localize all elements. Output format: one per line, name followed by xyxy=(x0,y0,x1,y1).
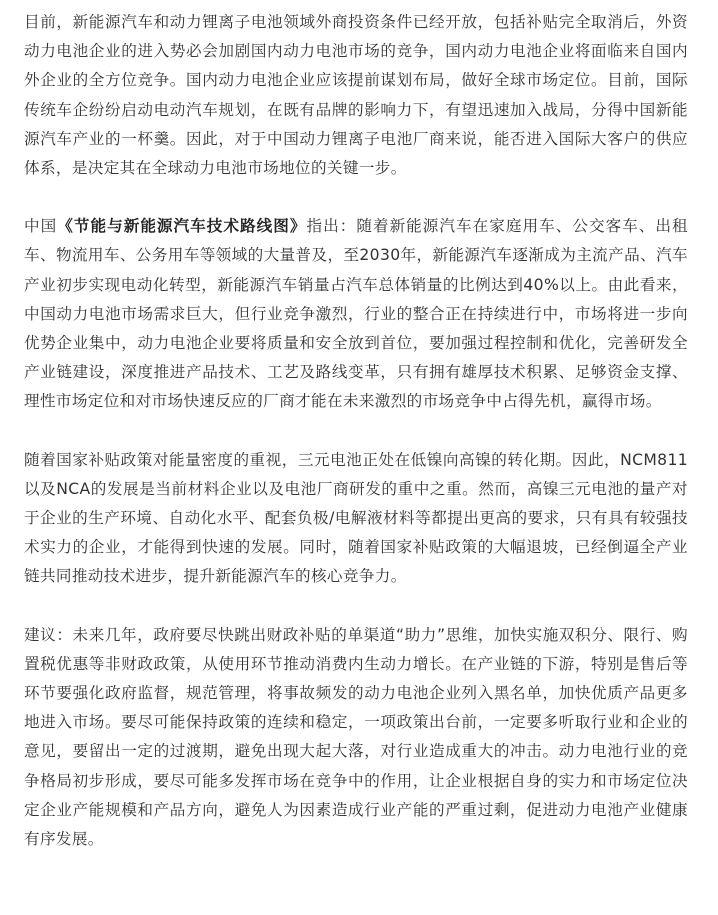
paragraph-prefix: 中国 xyxy=(24,217,58,236)
paragraph-high-nickel: 随着国家补贴政策对能量密度的重视，三元电池正处在低镍向高镍的转化期。因此，NCM811以及NCA的发展是当前材料企业以及电池厂商研发的重中之重。然而，高镍三元电池的量产对于企业的生产环境、自动化水平、配套负极/电解液材料等都提出更高的要求，只有具有较强技术实力的企业，才能得到快速的发展。同时，随着国家补贴政策的大幅退坡，已经倒逼全产业链共同推动技术进步，提升新能源汽车的核心竞争力。 xyxy=(24,450,688,586)
roadmap-title: 《节能与新能源汽车技术路线图》 xyxy=(57,217,307,236)
paragraph-body: 指出：随着新能源汽车在家庭用车、公交客车、出租车、物流用车、公务用车等领域的大量普及，至2030年，新能源汽车逐渐成为主流产品、汽车产业初步实现电动化转型，新能源汽车销量占汽车总体销量的比例达到40%以上。由此看来，中国动力电池市场需求巨大，但行业竞争激烈，行业的整合正在持续进行中，市场将进一步向优势企业集中，动力电池企业要将质量和安全放到首位，要加强过程控制和优化，完善研发全产业链建设，深度推进产品技术、工艺及路线变革，只有拥有雄厚技术积累、足够资金支撑、理性市场定位和对市场快速反应的厂商才能在未来激烈的市场竞争中占得先机，赢得市场。 xyxy=(24,217,688,411)
paragraph-foreign-investment: 目前，新能源汽车和动力锂离子电池领域外商投资条件已经开放，包括补贴完全取消后，外资动力电池企业的进入势必会加剧国内动力电池市场的竞争，国内动力电池企业将面临来自国内外企业的全方位竞争。国内动力电池企业应该提前谋划布局，做好全球市场定位。目前，国际传统车企纷纷启动电动汽车规划，在既有品牌的影响力下，有望迅速加入战局，分得中国新能源汽车产业的一杯羹。因此，对于中国动力锂离子电池厂商来说，能否进入国际大客户的供应体系，是决定其在全球动力电池市场地位的关键一步。 xyxy=(24,13,688,178)
paragraph-technology-roadmap xyxy=(24,212,688,416)
paragraph-suggestions: 建议：未来几年，政府要尽快跳出财政补贴的单渠道“助力”思维，加快实施双积分、限行、购置税优惠等非财政政策，从使用环节推动消费内生动力增长。在产业链的下游，特别是售后等环节要强化政府监督，规范管理，将事故频发的动力电池企业列入黑名单，加快优质产品更多地进入市场。要尽可能保持政策的连续和稳定，一项政策出台前，一定要多听取行业和企业的意见，要留出一定的过渡期，避免出现大起大落，对行业造成重大的冲击。动力电池行业的竞争格局初步形成，要尽可能多发挥市场在竞争中的作用，让企业根据自身的实力和市场定位决定企业产能规模和产品方向，避免人为因素造成行业产能的严重过剩，促进动力电池产业健康有序发展。 xyxy=(24,625,688,849)
